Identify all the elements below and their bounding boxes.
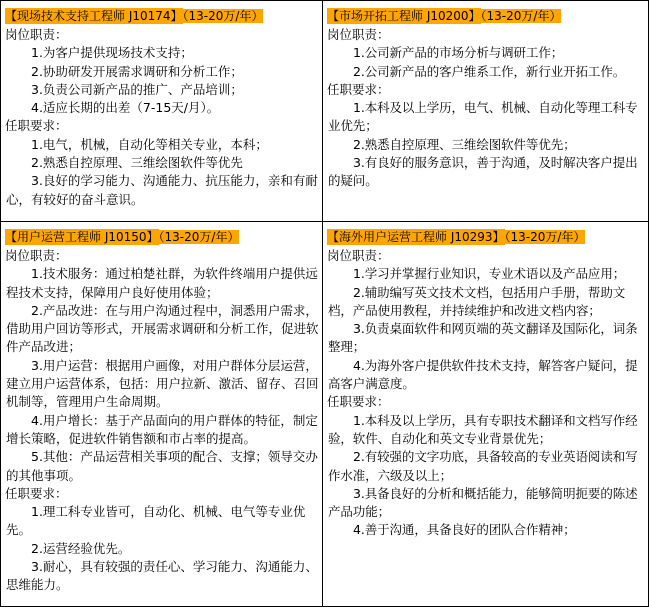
duties-heading: 岗位职责： <box>5 27 68 42</box>
job-cell-market-development <box>323 1 648 222</box>
job-salary: （13-20万/年） <box>504 230 586 244</box>
duty-item: 3.负责桌面软件和网页端的英文翻译及国际化，词条整理； <box>328 321 638 355</box>
requirement-item: 1.电气，机械，自动化等相关专业，本科； <box>31 136 268 152</box>
requirements-heading: 任职要求： <box>327 81 390 97</box>
job-title <box>5 7 320 26</box>
job-title-text: 【市场开拓工程师 J10200】 <box>327 9 481 23</box>
job-salary: （13-20万/年） <box>182 9 264 23</box>
duty-item: 1.技术服务：通过柏楚社群，为软件终端用户提供远程技术支持，保障用户良好使用体验； <box>6 266 318 300</box>
requirements-heading: 任职要求： <box>327 394 390 410</box>
job-cell-field-support <box>1 1 323 222</box>
requirement-item: 2.运营经验优先。 <box>31 540 131 556</box>
job-cell-user-operations <box>1 222 323 606</box>
requirement-item: 3.具备良好的分析和概括能力，能够简明扼要的陈述产品功能； <box>328 485 638 520</box>
requirement-item: 1.本科及以上学历，具有专职技术翻译和文档写作经验，软件、自动化和英文专业背景优先； <box>328 412 638 446</box>
duties-heading: 岗位职责： <box>327 27 390 42</box>
duty-item: 1.学习并掌握行业知识，专业术语以及产品应用； <box>353 266 626 282</box>
duty-item: 3.负责公司新产品的推广、产品培训； <box>31 81 243 97</box>
duty-item: 4.适应长期的出差（7-15天/月）。 <box>31 100 220 116</box>
duty-item: 5.其他：产品运营相关事项的配合、支撑；领导交办的其他事项。 <box>6 449 318 483</box>
requirement-item: 3.耐心，具有较强的责任心、学习能力、沟通能力、思维能力。 <box>6 559 318 593</box>
job-title-text: 【现场技术支持工程师 J10174】 <box>5 9 183 23</box>
requirement-item: 1.理工科专业皆可，自动化、机械、电气等专业优先。 <box>6 504 306 538</box>
duty-item: 2.辅助编写英文技术文档，包括用户手册，帮助文档，产品使用教程，并持续维护和改进文档内容； <box>328 284 626 318</box>
job-title-text: 【用户运营工程师 J10150】 <box>5 230 159 244</box>
job-title <box>327 7 646 26</box>
duty-item: 2.公司新产品的客户维系工作，新行业开拓工作。 <box>353 63 626 79</box>
requirement-item: 3.良好的学习能力、沟通能力、抗压能力，亲和有耐心，有较好的奋斗意识。 <box>6 173 318 207</box>
duty-item: 1.为客户提供现场技术支持； <box>31 45 193 61</box>
duty-item: 2.协助研发开展需求调研和分析工作； <box>31 63 243 79</box>
duty-item: 2.产品改进：在与用户沟通过程中，洞悉用户需求，借助用户回访等形式，开展需求调研和分析工作，促进软件产品改进； <box>6 302 319 355</box>
requirement-item: 3.有良好的服务意识，善于沟通，及时解决客户提出的疑问。 <box>328 155 638 189</box>
duty-item: 3.用户运营：根据用户画像，对用户群体分层运营，建立用户运营体系，包括：用户拉新、激活、留存、召回机制等，管理用户生命周期。 <box>6 357 319 410</box>
duties-heading: 岗位职责： <box>327 248 390 263</box>
job-salary: （13-20万/年） <box>158 230 240 244</box>
job-salary: （13-20万/年） <box>480 9 562 23</box>
requirement-item: 2.有较强的文字功底，具备较高的专业英语阅读和写作水准，六级及以上； <box>328 449 638 483</box>
duty-item: 4.为海外客户提供软件技术支持，解答客户疑问，提高客户满意度。 <box>328 357 638 392</box>
requirement-item: 4.善于沟通，具备良好的团队合作精神； <box>353 522 576 538</box>
requirement-item: 1.本科及以上学历，电气、机械、自动化等理工科专业优先； <box>328 100 638 134</box>
job-cell-overseas-user-operations <box>323 222 648 606</box>
job-title-text: 【海外用户运营工程师 J10293】 <box>327 230 505 244</box>
requirements-heading: 任职要求： <box>5 118 68 134</box>
job-title <box>5 228 320 247</box>
job-title <box>327 228 646 247</box>
requirements-heading: 任职要求： <box>5 485 68 501</box>
duty-item: 1.公司新产品的市场分析与调研工作； <box>353 45 564 61</box>
requirement-item: 2.熟悉自控原理、三维绘图软件等优先； <box>353 136 576 152</box>
duty-item: 4.用户增长：基于产品面向的用户群体的特征，制定增长策略，促进软件销售额和市占率的提高。 <box>6 412 318 446</box>
requirement-item: 2.熟悉自控原理、三维绘图软件等优先 <box>31 155 243 171</box>
duties-heading: 岗位职责： <box>5 248 68 263</box>
